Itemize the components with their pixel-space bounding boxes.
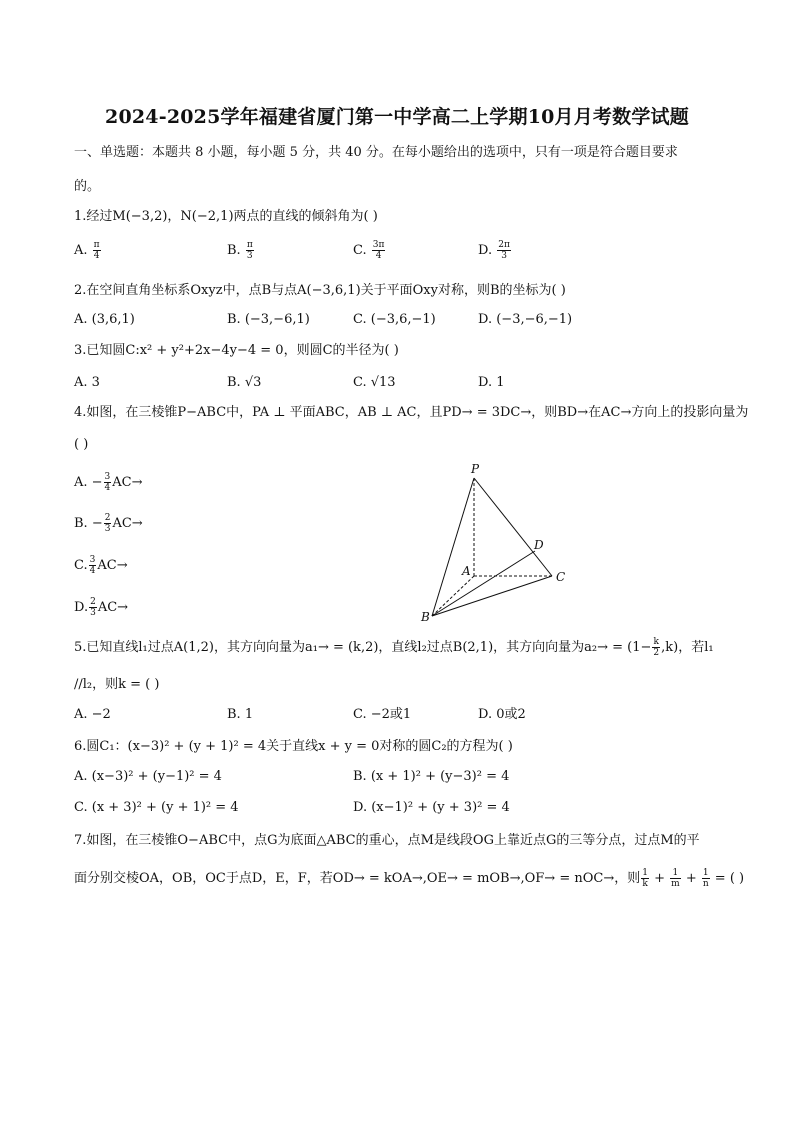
edge-pb [432, 478, 474, 616]
q3-stem: 3.已知圆C:x² + y²+2x−4y−4 = 0，则圆C的半径为( ) [74, 343, 399, 358]
q1-option-b: B. $\frac{\pi}{3}$ [227, 240, 253, 261]
q5-option-c: C. −2或1 [353, 707, 412, 722]
q2-option-b: B. (−3,−6,1) [227, 312, 310, 327]
edge-pc [474, 478, 552, 576]
q6-option-a: A. (x−3)² + (y−1)² = 4 [74, 769, 222, 784]
q4-option-d: D. $\frac{2}{3}$ AC→ [74, 597, 129, 618]
section-instruction-line1: 一、单选题：本题共 8 小题，每小题 5 分，共 40 分。在每小题给出的选项中，只有一项是符合题目要求 [74, 145, 678, 160]
q4-stem-line1: 4.如图，在三棱锥P−ABC中，PA ⊥ 平面ABC，AB ⊥ AC，且PD→ = 3DC→，则BD→在AC→方向上的投影向量为 [74, 405, 749, 420]
q5-stem-line1: 5.已知直线l₁过点A(1,2)，其方向向量为a₁→ = (k,2)，直线l₂过点B(2,1)，其方向向量为a₂→ = (1− $\frac{k}{2}$ ,k)，若l₁ [74, 637, 714, 658]
edge-bd [432, 551, 535, 616]
label-d: D [534, 538, 544, 552]
page-title: 2024-2025学年福建省厦门第一中学高二上学期10月月考数学试题 [105, 106, 689, 128]
q3-option-d: D. 1 [478, 375, 505, 390]
q1-option-a: A. $\frac{\pi}{4}$ [74, 240, 100, 261]
q7-stem-line2: 面分别交棱OA，OB，OC于点D，E，F，若OD→ = kOA→,OE→ = mOB→,OF→ = nOC→，则 $\frac{1}{k}$ + $\frac{1}{m}$ + $\frac{1}{n}$ = ( ) [74, 868, 745, 889]
label-a: A [462, 564, 471, 578]
q2-option-a: A. (3,6,1) [74, 312, 135, 327]
q6-option-b: B. (x + 1)² + (y−3)² = 4 [353, 769, 510, 784]
q5-option-a: A. −2 [74, 707, 111, 722]
q6-option-c: C. (x + 3)² + (y + 1)² = 4 [74, 800, 239, 815]
q5-stem-line2: //l₂，则k = ( ) [74, 677, 160, 692]
q3-option-a: A. 3 [74, 375, 100, 390]
q3-option-b: B. √3 [227, 375, 262, 390]
q2-stem: 2.在空间直角坐标系Oxyz中，点B与点A(−3,6,1)关于平面Oxy对称，则B的坐标为( ) [74, 283, 566, 298]
label-b: B [421, 610, 430, 624]
q4-stem-line2: ( ) [74, 437, 89, 452]
edge-bc [432, 576, 552, 616]
q6-stem: 6.圆C₁：(x−3)² + (y + 1)² = 4关于直线x + y = 0对称的圆C₂的方程为( ) [74, 739, 513, 754]
q7-stem-line1: 7.如图，在三棱锥O−ABC中，点G为底面△ABC的重心，点M是线段OG上靠近点G的三等分点，过点M的平 [74, 833, 700, 848]
q4-option-a: A. − $\frac{3}{4}$ AC→ [74, 472, 143, 493]
q5-option-d: D. 0或2 [478, 707, 526, 722]
q1-option-d: D. $\frac{2\pi}{3}$ [478, 240, 510, 261]
q1-option-c: C. $\frac{3\pi}{4}$ [353, 240, 385, 261]
q2-option-d: D. (−3,−6,−1) [478, 312, 573, 327]
q1-stem: 1.经过M(−3,2)，N(−2,1)两点的直线的倾斜角为( ) [74, 209, 378, 224]
q4-option-c: C. $\frac{3}{4}$ AC→ [74, 555, 128, 576]
q2-option-c: C. (−3,6,−1) [353, 312, 436, 327]
label-p: P [471, 462, 480, 476]
q4-option-b: B. − $\frac{2}{3}$ AC→ [74, 513, 143, 534]
label-c: C [556, 570, 566, 584]
q6-option-d: D. (x−1)² + (y + 3)² = 4 [353, 800, 510, 815]
q4-tetrahedron-figure [410, 455, 580, 630]
q3-option-c: C. √13 [353, 375, 396, 390]
section-instruction-line2: 的。 [74, 179, 101, 194]
q5-option-b: B. 1 [227, 707, 254, 722]
